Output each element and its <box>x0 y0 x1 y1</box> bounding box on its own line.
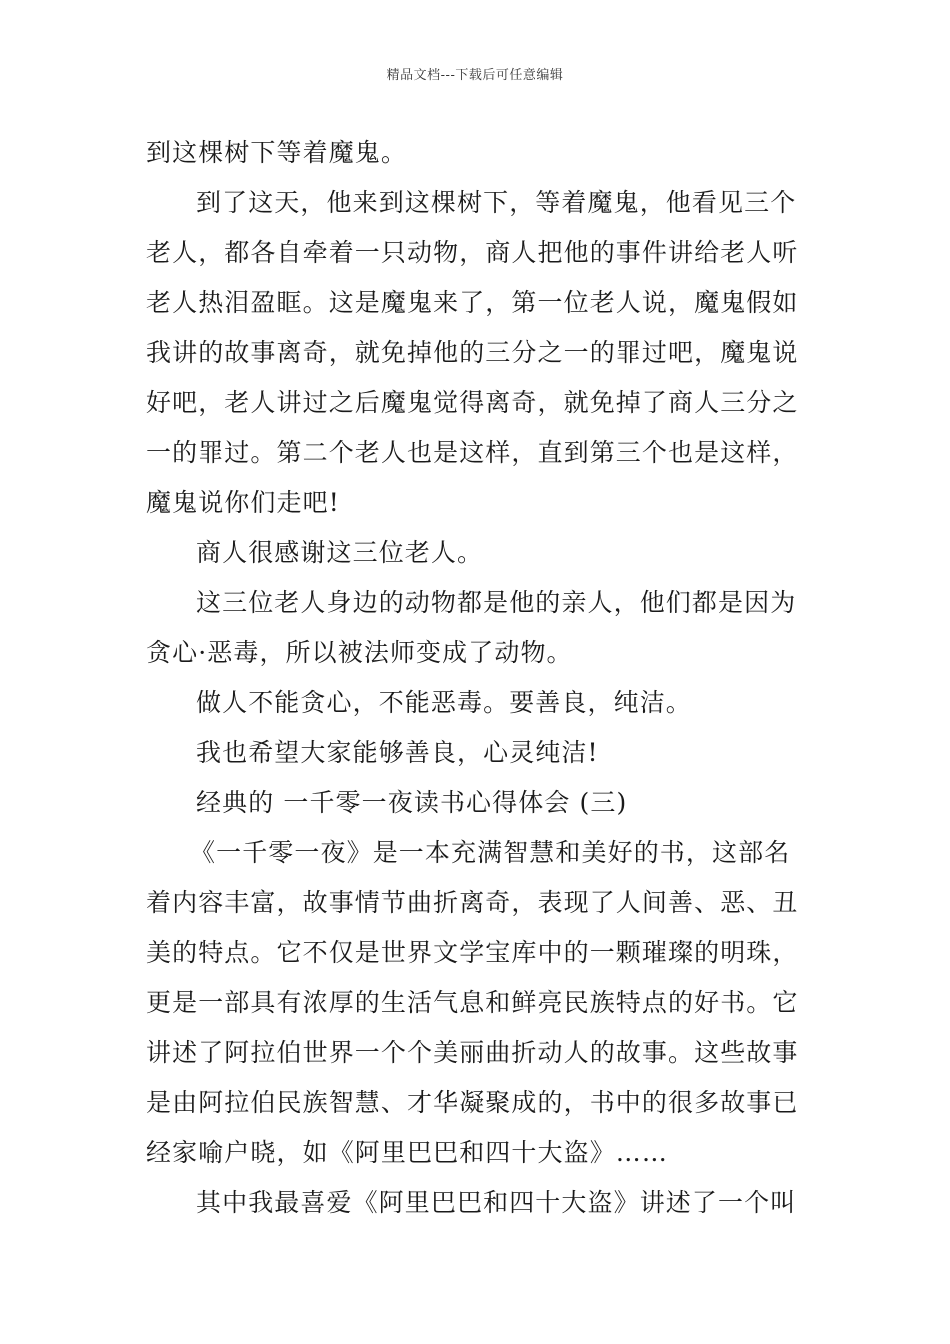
text-line: 好吧，老人讲过之后魔鬼觉得离奇，就免掉了商人三分之 <box>146 388 799 417</box>
paragraph-start: 到了这天，他来到这棵树下，等着魔鬼，他看见三个 <box>196 188 797 217</box>
text-line: 我讲的故事离奇，就免掉他的三分之一的罪过吧，魔鬼说 <box>146 338 799 367</box>
paragraph-start: 《一千零一夜》是一本充满智慧和美好的书，这部名 <box>190 838 791 867</box>
text-line: 讲述了阿拉伯世界一个个美丽曲折动人的故事。这些故事 <box>146 1038 799 1067</box>
text-line: 贪心·恶毒，所以被法师变成了动物。 <box>146 638 573 667</box>
text-line: 老人，都各自牵着一只动物，商人把他的事件讲给老人听 <box>146 238 799 267</box>
text-line: 经家喻户晓，如《阿里巴巴和四十大盗》…… <box>146 1138 669 1167</box>
text-line: 是由阿拉伯民族智慧、才华凝聚成的，书中的很多故事已 <box>146 1088 799 1117</box>
text-line: 老人热泪盈眶。这是魔鬼来了，第一位老人说，魔鬼假如 <box>146 288 799 317</box>
text-line: 一的罪过。第二个老人也是这样，直到第三个也是这样， <box>146 438 799 467</box>
text-line: 魔鬼说你们走吧! <box>146 488 340 517</box>
paragraph-start: 做人不能贪心，不能恶毒。要善良，纯洁。 <box>196 688 692 717</box>
text-line: 更是一部具有浓厚的生活气息和鲜亮民族特点的好书。它 <box>146 988 799 1017</box>
paragraph-start: 这三位老人身边的动物都是他的亲人，他们都是因为 <box>196 588 797 617</box>
text-line: 美的特点。它不仅是世界文学宝库中的一颗璀璨的明珠， <box>146 938 799 967</box>
document-body <box>146 128 810 1228</box>
paragraph-start: 其中我最喜爱《阿里巴巴和四十大盗》讲述了一个叫 <box>196 1188 797 1217</box>
paragraph-start: 我也希望大家能够善良，心灵纯洁! <box>196 738 599 767</box>
section-heading: 经典的 一千零一夜读书心得体会 (三) <box>196 788 628 817</box>
paragraph-start: 商人很感谢这三位老人。 <box>196 538 484 567</box>
page-header: 精品文档---下载后可任意编辑 <box>386 68 564 83</box>
text-line: 着内容丰富，故事情节曲折离奇，表现了人间善、恶、丑 <box>146 888 799 917</box>
text-line: 到这棵树下等着魔鬼。 <box>146 138 408 167</box>
